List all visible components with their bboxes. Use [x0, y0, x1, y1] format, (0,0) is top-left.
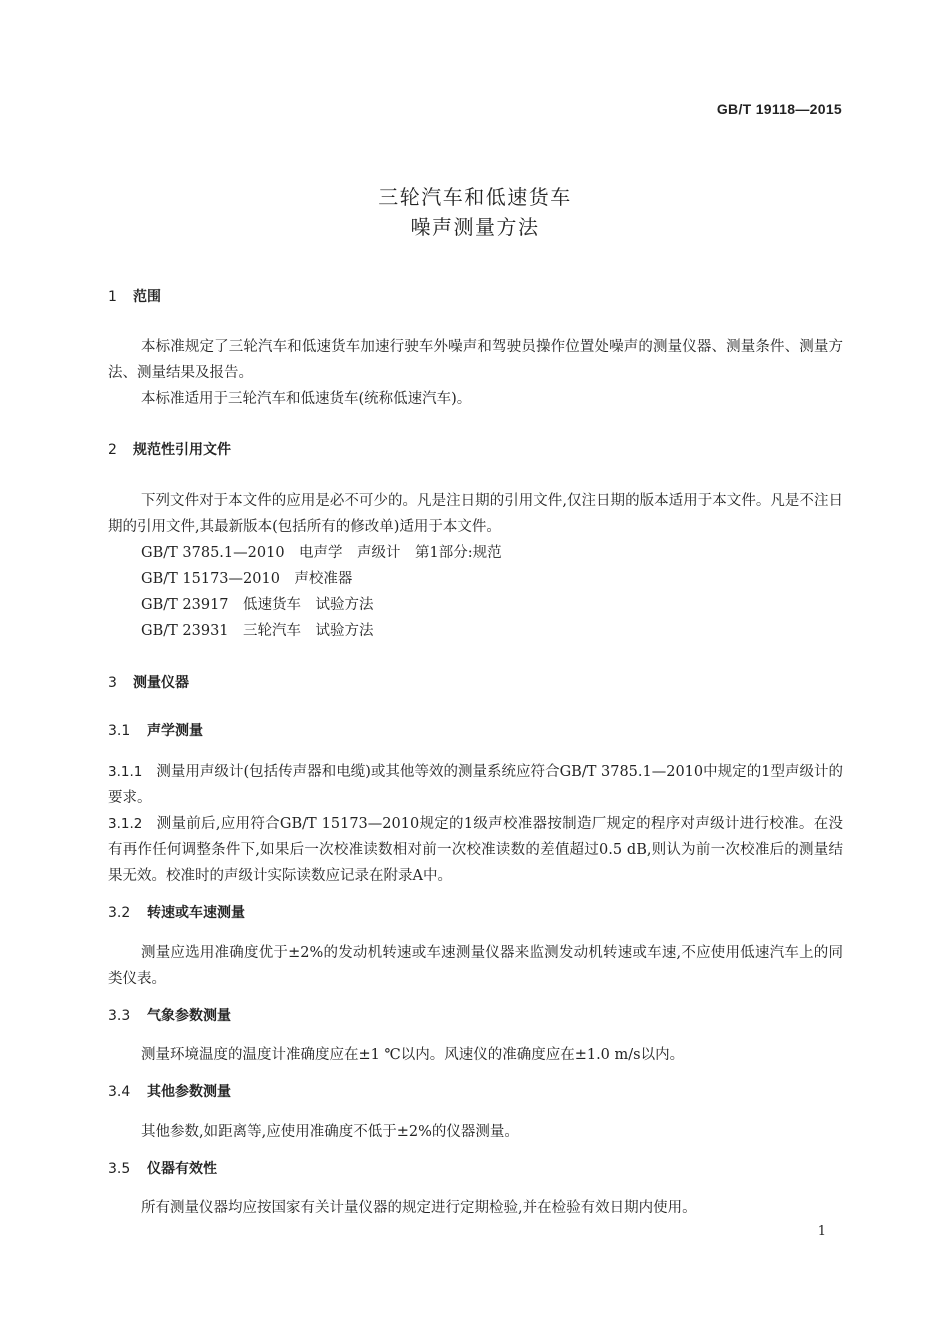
section-1-heading — [108, 287, 161, 307]
subsection-number: 3.3 — [108, 1008, 131, 1024]
subsection-title: 仪器有效性 — [147, 1161, 217, 1177]
subsection-3-1-heading — [108, 721, 203, 741]
normative-reference: GB/T 3785.1—2010 电声学 声级计 第1部分:规范 — [141, 545, 502, 561]
section-title: 规范性引用文件 — [133, 442, 231, 458]
section-number: 2 — [108, 442, 117, 458]
normative-reference: GB/T 23917 低速货车 试验方法 — [141, 597, 374, 613]
clause-number: 3.1.2 — [108, 816, 143, 832]
title-line-2: 噪声测量方法 — [410, 215, 540, 239]
section-title: 范围 — [133, 289, 161, 305]
document-title — [0, 182, 950, 242]
standard-number: GB/T 19118—2015 — [716, 101, 842, 117]
section-1-paragraph-1: 本标准规定了三轮汽车和低速货车加速行驶车外噪声和驾驶员操作位置处噪声的测量仪器、测量条件、测量方法、测量结果及报告。 — [108, 339, 843, 381]
section-number: 3 — [108, 675, 117, 691]
subsection-3-5-paragraph: 所有测量仪器均应按国家有关计量仪器的规定进行定期检验,并在检验有效日期内使用。 — [141, 1200, 697, 1216]
section-2-heading — [108, 440, 231, 460]
section-2-paragraph: 下列文件对于本文件的应用是必不可少的。凡是注日期的引用文件,仅注日期的版本适用于本文件。凡是不注日期的引用文件,其最新版本(包括所有的修改单)适用于本文件。 — [108, 493, 843, 535]
subsection-3-3-paragraph: 测量环境温度的温度计准确度应在±1 ℃以内。风速仪的准确度应在±1.0 m/s以内。 — [141, 1047, 685, 1063]
title-line-1: 三轮汽车和低速货车 — [378, 185, 572, 209]
subsection-3-3-heading — [108, 1006, 231, 1026]
clause-text: 测量前后,应用符合GB/T 15173—2010规定的1级声校准器按制造厂规定的程序对声级计进行校准。在没有再作任何调整条件下,如果后一次校准读数相对前一次校准读数的差值超过0.5 dB,则认为前一次校准后的测量结果无效。校准时的声级计实际读数应记录在附录A中。 — [108, 816, 843, 884]
subsection-3-4-heading — [108, 1082, 231, 1102]
subsection-title: 声学测量 — [147, 723, 203, 739]
clause-text: 测量用声级计(包括传声器和电缆)或其他等效的测量系统应符合GB/T 3785.1—2010中规定的1型声级计的要求。 — [108, 764, 843, 806]
subsection-3-2-paragraph: 测量应选用准确度优于±2%的发动机转速或车速测量仪器来监测发动机转速或车速,不应使用低速汽车上的同类仪表。 — [108, 945, 843, 987]
subsection-number: 3.1 — [108, 723, 131, 739]
subsection-number: 3.2 — [108, 905, 131, 921]
subsection-title: 气象参数测量 — [147, 1008, 231, 1024]
subsection-title: 转速或车速测量 — [147, 905, 245, 921]
clause-3-1-1 — [108, 759, 843, 811]
clause-3-1-2 — [108, 811, 843, 889]
clause-number: 3.1.1 — [108, 764, 143, 780]
subsection-number: 3.5 — [108, 1161, 131, 1177]
section-1-paragraph-2: 本标准适用于三轮汽车和低速货车(统称低速汽车)。 — [141, 391, 472, 407]
normative-reference: GB/T 23931 三轮汽车 试验方法 — [141, 623, 374, 639]
subsection-3-5-heading — [108, 1159, 217, 1179]
section-3-heading — [108, 673, 189, 693]
subsection-3-4-paragraph: 其他参数,如距离等,应使用准确度不低于±2%的仪器测量。 — [141, 1124, 519, 1140]
page-number: 1 — [817, 1224, 826, 1239]
subsection-number: 3.4 — [108, 1084, 131, 1100]
section-number: 1 — [108, 289, 117, 305]
subsection-title: 其他参数测量 — [147, 1084, 231, 1100]
section-title: 测量仪器 — [133, 675, 189, 691]
normative-reference: GB/T 15173—2010 声校准器 — [141, 571, 353, 587]
subsection-3-2-heading — [108, 903, 245, 923]
